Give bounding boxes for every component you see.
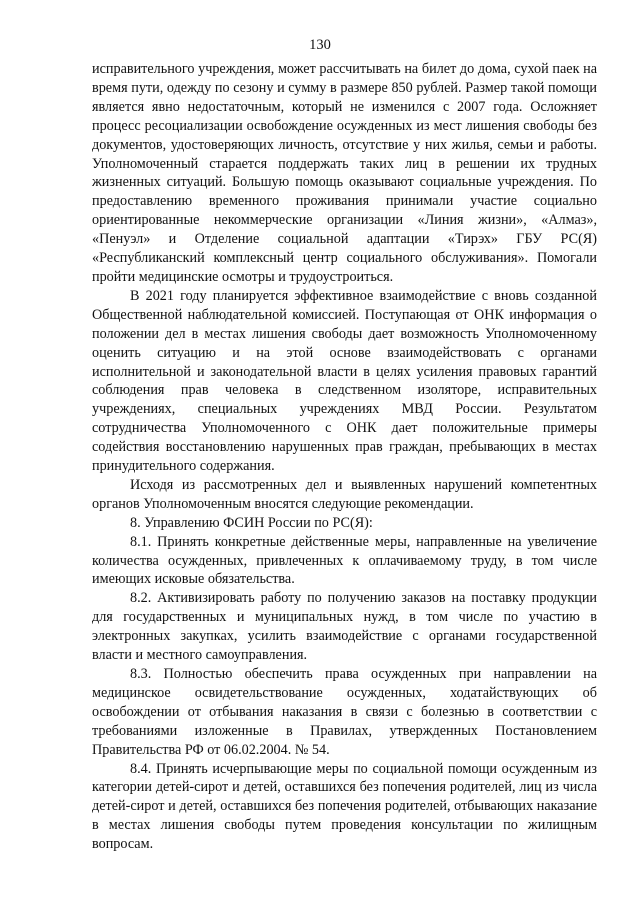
page-number: 130 [309, 37, 331, 53]
paragraph-resocialization: исправительного учреждения, может рассчитывать на билет до дома, сухой паек на время пути, одежду по сезону и сумму в размере 850 рублей. Размер такой помощи является явно недостаточным, который не изменился с 2007 года. Осложняет процесс ресоциализации освобождение осужденных из мест лишения свободы без документов, удостоверяющих личность, отсутствие у них жилья, семьи и работы. Уполномоченный старается поддержать таких лиц в решении их трудных жизненных ситуаций. Большую помощь оказывают социальные учреждения. По предоставлению временного проживания принимали участие социально ориентированные некоммерческие организации «Линия жизни», «Алмаз», «Пенуэл» и Отделение социальной адаптации «Тирэх» ГБУ РС(Я) «Республиканский комплексный центр социального обслуживания». Помогали пройти медицинские осмотры и трудоустроиться. [92, 61, 597, 285]
recommendation-8-2: 8.2. Активизировать работу по получению заказов на поставку продукции для государственных и муниципальных нужд, в том числе по участию в электронных закупках, усилить взаимодействие с органами государственной власти и местного самоуправления. [92, 590, 597, 664]
document-body [92, 60, 597, 854]
paragraph-onk-cooperation: В 2021 году планируется эффективное взаимодействие с вновь созданной Общественной наблюдательной комиссией. Поступающая от ОНК информация о положении дел в местах лишения свободы дает возможность Уполномоченному оценить ситуацию и на этой основе взаимодействовать с органами исполнительной и законодательной власти в целях усиления правовых гарантий соблюдения прав человека в следственном изоляторе, исправительных учреждениях, специальных учреждениях МВД России. Результатом сотрудничества Уполномоченного с ОНК дает положительные примеры содействия восстановлению нарушенных прав граждан, пребывающих в местах принудительного содержания. [92, 287, 597, 475]
recommendation-8-1: 8.1. Принять конкретные действенные меры, направленные на увеличение количества осужденных, привлеченных к оплачиваемому труду, в том числе имеющих исковые обязательства. [92, 533, 597, 588]
recommendation-8-3: 8.3. Полностью обеспечить права осужденных при направлении на медицинское освидетельствование осужденных, ходатайствующих об освобождении от отбывания наказания в связи с болезнью в соответствии с требованиями изложенные в Правилах, утвержденных Постановлением Правительства РФ от 06.02.2004. № 54. [92, 666, 597, 758]
recommendation-heading: 8. Управлению ФСИН России по РС(Я): [130, 514, 373, 531]
recommendation-8-4: 8.4. Принять исчерпывающие меры по социальной помощи осужденным из категории детей-сирот и детей, оставшихся без попечения родителей, лиц из числа детей-сирот и детей, оставшихся без попечения родителей, отбывающих наказание в местах лишения свободы путем проведения консультации по жилищным вопросам. [92, 760, 597, 853]
paragraph-recommendations-intro: Исходя из рассмотренных дел и выявленных нарушений компетентных органов Уполномоченным вносятся следующие рекомендации. [92, 476, 597, 512]
